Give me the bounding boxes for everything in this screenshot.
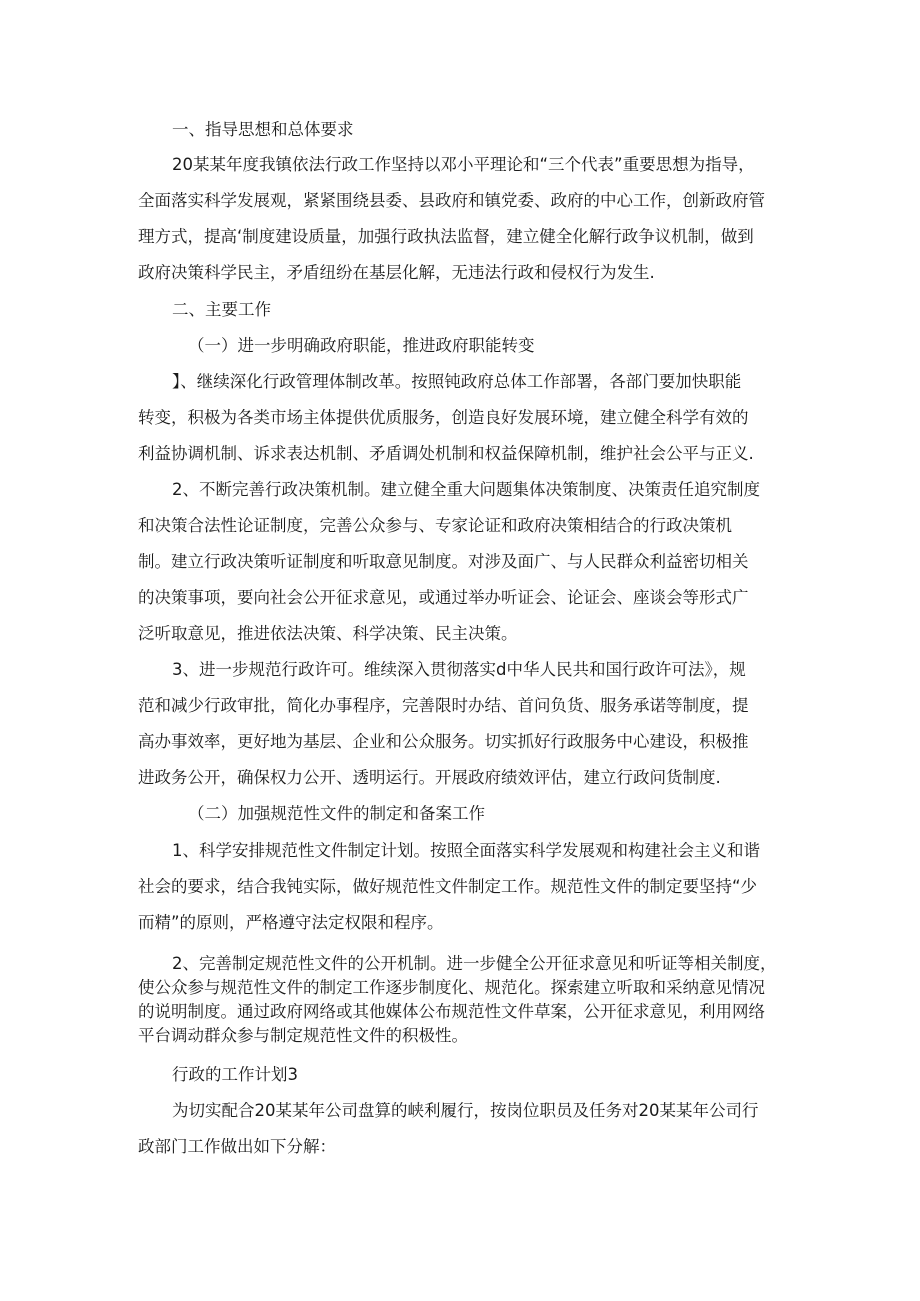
heading-work-plan-3: 行政的工作计划3: [172, 1065, 298, 1084]
paragraph-line: 2、不断完善行政决策机制。建立健全重大问题集体决策制度、决策责任追究制度: [172, 480, 760, 499]
heading-guiding-thought: 一、指导思想和总体要求: [172, 120, 354, 139]
paragraph-line: 理方式，提高‘制度建设质量，加强行政执法监督，建立健全化解行政争议机制，做到: [138, 227, 754, 246]
paragraph-line: 的决策事项，要向社会公开征求意见，或通过举办听证会、论证会、座谈会等形式广: [138, 588, 749, 607]
paragraph-line: 利益协调机制、诉求表达机制、矛盾调处机制和权益保障机制，维护社会公平与正义.: [138, 444, 754, 463]
paragraph-line: 制。建立行政决策听证制度和听取意见制度。对涉及面广、与人民群众利益密切相关: [138, 552, 749, 571]
paragraph-line: 的说明制度。通过政府网络或其他媒体公布规范性文件草案，公开征求意见，利用网络: [138, 1002, 765, 1021]
paragraph-line: 3、进一步规范行政许可。维续深入贯彻落实d中华人民共和国行政许可法》，规: [172, 660, 746, 679]
paragraph-line: 转变，积极为各类市场主体提供优质服务，创造良好发展环境，建立健全科学有效的: [138, 408, 749, 427]
paragraph-line: 高办事效率，更好地为基层、企业和公众服务。切实抓好行政服务中心建设，积极推: [138, 732, 749, 751]
paragraph-line: 进政务公开，确保权力公开、透明运行。开展政府绩效评估，建立行政问货制度.: [138, 768, 721, 787]
paragraph-line: 1、科学安排规范性文件制定计划。按照全面落实科学发展观和构建社会主义和谐: [172, 841, 760, 860]
subheading-government-functions: （一）进一步明确政府职能，推进政府职能转变: [188, 336, 535, 355]
paragraph-line: 】、继续深化行政管理体制改革。按照钝政府总体工作部署，各部门要加快职能: [172, 372, 742, 391]
paragraph-line: 政部门工作做出如下分解：: [138, 1137, 336, 1156]
paragraph-line: 泛听取意见，推进依法决策、科学决策、民主决策。: [138, 624, 518, 643]
subheading-normative-documents: （二）加强规范性文件的制定和备案工作: [188, 804, 485, 823]
paragraph-line: 而精”的原则，严格遵守法定权限和程序。: [138, 913, 444, 932]
paragraph-line: 范和减少行政审批，简化办事程序，完善限时办结、首问负货、服务承诺等制度，提: [138, 696, 749, 715]
paragraph-line: 2、完善制定规范性文件的公开机制。进一步健全公开征求意见和听证等相关制度，: [172, 954, 777, 973]
paragraph-line: 全面落实科学发展观，紧紧围绕县委、县政府和镇党委、政府的中心工作，创新政府管: [138, 191, 765, 210]
paragraph-line: 政府决策科学民主，矛盾纽纷在基层化解，无违法行政和侵权行为发生.: [138, 263, 655, 282]
heading-main-work: 二、主要工作: [172, 300, 271, 319]
paragraph-line: 平台调动群众参与制定规范性文件的积极性。: [138, 1026, 468, 1045]
paragraph-line: 社会的要求，结合我钝实际，做好规范性文件制定工作。规范性文件的制定要坚持“少: [138, 877, 758, 896]
paragraph-line: 20某某年度我镇依法行政工作坚持以邓小平理论和“三个代表”重要思想为指导，: [172, 155, 755, 174]
paragraph-line: 使公众参与规范性文件的制定工作逐步制度化、规范化。探索建立听取和采纳意见情况: [138, 978, 765, 997]
paragraph-line: 和决策合法性论证制度，完善公众参与、专家论证和政府决策相结合的行政决策机: [138, 516, 732, 535]
paragraph-line: 为切实配合20某某年公司盘算的峡利履行，按岗位职员及任务对20某某年公司行: [172, 1101, 759, 1120]
